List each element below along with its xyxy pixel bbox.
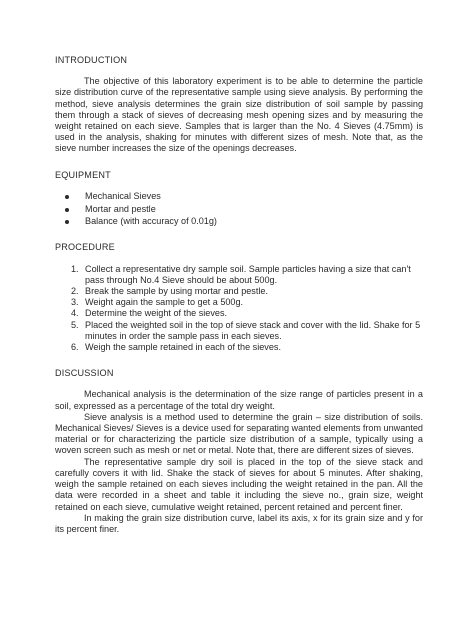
discussion-paragraph: In making the grain size distribution curve, label its axis, x for its grain size and y for its percent finer. xyxy=(55,512,423,534)
introduction-paragraph: The objective of this laboratory experiment is to be able to determine the particle size distribution curve of the representative sample using sieve analysis. By performing the method, sieve analysis determines the grain size distribution of soil sample by passing them through a stack of sieves of decreasing mesh opening sizes and by measuring the weight retained on each sieve. Samples that is larger than the No. 4 Sieves (4.75mm) is used in the analysis, shaking for minutes with different sizes of mesh. Note that, as the sieve number increases the size of the openings decreases. xyxy=(55,76,423,154)
bullet-icon xyxy=(65,208,69,212)
introduction-section xyxy=(55,55,423,155)
introduction-heading: INTRODUCTION xyxy=(55,55,128,65)
procedure-heading: PROCEDURE xyxy=(55,242,115,253)
list-item xyxy=(55,320,423,342)
step-text: Placed the weighted soil in the top of sieve stack and cover with the lid. Shake for 5 minutes in order the sample pass in each sieves. xyxy=(85,319,421,341)
discussion-paragraph: Mechanical analysis is the determination of the size range of particles present in a soil, expressed as a percentage of the total dry weight. xyxy=(55,389,423,411)
step-number: 1. xyxy=(71,263,79,274)
discussion-heading: DISCUSSION xyxy=(55,368,114,379)
list-item xyxy=(55,264,423,286)
bullet-icon xyxy=(65,220,69,224)
discussion-paragraph: Sieve analysis is a method used to determine the grain – size distribution of soils. Mechanical Sieves/ Sieves is a device used for separating wanted elements from unwanted material or for characterizing the particle size distribution of a sample, typically using a woven screen such as mesh or net or metal. Note that, there are different sizes of sieves. xyxy=(55,411,423,456)
equipment-section xyxy=(55,170,423,228)
discussion-section xyxy=(55,368,423,535)
equipment-item-text: Balance (with accuracy of 0.01g) xyxy=(85,216,217,227)
step-text: Weight again the sample to get a 500g. xyxy=(85,297,244,308)
step-text: Weigh the sample retained in each of the sieves. xyxy=(85,342,281,353)
equipment-list xyxy=(55,191,423,228)
step-text: Determine the weight of the sieves. xyxy=(85,308,228,319)
step-number: 3. xyxy=(71,297,79,308)
step-number: 6. xyxy=(71,342,79,353)
procedure-section xyxy=(55,242,423,353)
procedure-list xyxy=(55,264,423,354)
equipment-heading: EQUIPMENT xyxy=(55,169,111,180)
list-item xyxy=(55,297,423,308)
step-text: Break the sample by using mortar and pestle. xyxy=(85,286,268,297)
document-content xyxy=(55,55,423,550)
equipment-item-text: Mortar and pestle xyxy=(85,203,156,214)
list-item xyxy=(55,191,423,202)
step-number: 4. xyxy=(71,308,79,319)
step-text: Collect a representative dry sample soil. Sample particles having a size that can't pass through No.4 Sieve should be about 500g. xyxy=(85,263,411,285)
step-number: 2. xyxy=(71,286,79,297)
bullet-icon xyxy=(65,195,69,199)
list-item xyxy=(55,286,423,297)
list-item xyxy=(55,216,423,227)
equipment-item-text: Mechanical Sieves xyxy=(85,190,161,201)
list-item xyxy=(55,204,423,215)
list-item xyxy=(55,308,423,319)
discussion-paragraph: The representative sample dry soil is placed in the top of the sieve stack and carefully covers it with lid. Shake the stack of sieves for about 5 minutes. After shaking, weigh the sample retained on each sieves including the weight retained in the pan. All the data were recorded in a sheet and table it including the sieve no., grain size, weight retained on each sieve, cumulative weight retained, percent retained and percent finer. xyxy=(55,456,423,512)
list-item xyxy=(55,342,423,353)
step-number: 5. xyxy=(71,319,79,330)
